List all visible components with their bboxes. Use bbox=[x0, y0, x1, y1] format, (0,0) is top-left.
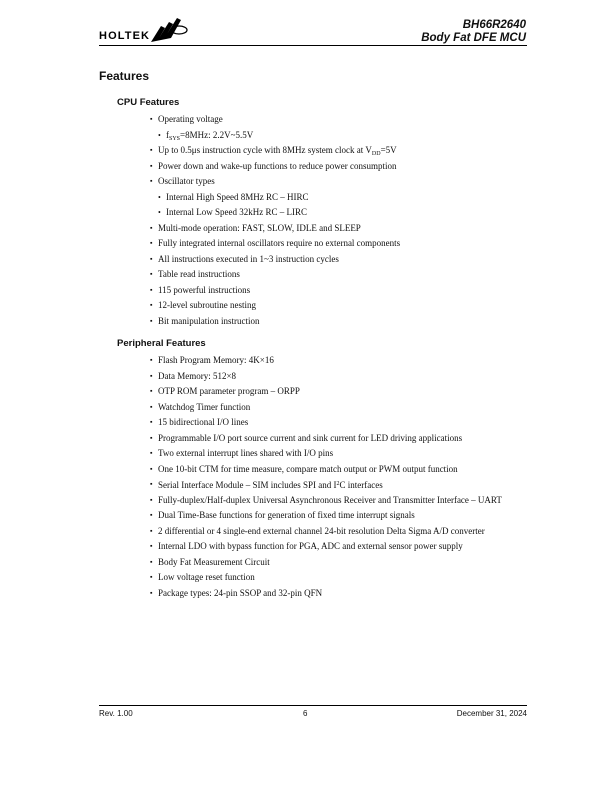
item-superscript: 2 bbox=[336, 481, 340, 487]
list-item bbox=[150, 316, 400, 332]
bullet-icon: ▪ bbox=[150, 526, 153, 535]
item-text: Multi-mode operation: FAST, SLOW, IDLE and SLEEP bbox=[158, 222, 361, 233]
item-text: Fully integrated internal oscillators require no external components bbox=[158, 238, 401, 248]
bullet-icon: • bbox=[158, 192, 161, 202]
bullet-icon: ▪ bbox=[150, 223, 153, 232]
item-text: Low voltage reset function bbox=[158, 572, 255, 582]
bullet-icon: ▪ bbox=[150, 177, 153, 185]
bullet-icon: ▪ bbox=[150, 402, 153, 411]
bullet-icon: ▪ bbox=[150, 449, 153, 457]
document-title bbox=[421, 19, 526, 44]
item-text: Serial Interface Module – SIM includes SPI and I bbox=[158, 480, 337, 490]
item-text: Internal LDO with bypass function for PGA, ADC and external sensor power supply bbox=[158, 541, 463, 551]
list-item bbox=[150, 448, 502, 464]
bullet-icon: ▪ bbox=[150, 588, 153, 597]
list-item bbox=[150, 254, 400, 270]
bullet-icon: ▪ bbox=[150, 433, 153, 442]
item-subscript: SYS bbox=[169, 135, 181, 142]
bullet-icon: ▪ bbox=[150, 557, 153, 566]
peripheral-features-list bbox=[150, 355, 502, 603]
bullet-icon: ▪ bbox=[150, 573, 153, 581]
footer-rule bbox=[99, 705, 527, 706]
list-item bbox=[150, 464, 502, 480]
list-item bbox=[150, 285, 400, 301]
cpu-features-list bbox=[150, 114, 400, 331]
sub-list-item bbox=[158, 130, 400, 146]
bullet-icon: ▪ bbox=[150, 239, 153, 247]
item-text: Data Memory: 512×8 bbox=[158, 370, 237, 381]
item-text: Table read instructions bbox=[158, 269, 240, 279]
item-text: Oscillator types bbox=[158, 176, 215, 186]
list-item bbox=[150, 114, 400, 130]
bullet-icon: ▪ bbox=[150, 495, 153, 504]
list-item bbox=[150, 386, 502, 402]
list-item bbox=[150, 223, 400, 239]
list-item bbox=[150, 145, 400, 161]
bullet-icon: ▪ bbox=[150, 387, 153, 395]
item-text: f bbox=[166, 129, 169, 140]
list-item bbox=[150, 510, 502, 526]
bullet-icon: ▪ bbox=[150, 316, 153, 325]
bullet-icon: ▪ bbox=[150, 161, 153, 170]
item-text: Two external interrupt lines shared with I/O pins bbox=[158, 448, 334, 458]
item-text: =8MHz: 2.2V~5.5V bbox=[180, 129, 254, 140]
item-text: =5V bbox=[380, 145, 397, 155]
revision: Rev. 1.00 bbox=[99, 709, 133, 718]
logo-text: HOLTEK bbox=[99, 30, 149, 42]
item-text: Operating voltage bbox=[158, 114, 223, 124]
bullet-icon: ▪ bbox=[150, 418, 153, 426]
sub-list-item bbox=[158, 207, 400, 223]
list-item bbox=[150, 557, 502, 573]
cpu-features-heading: CPU Features bbox=[117, 97, 180, 108]
list-item bbox=[150, 526, 502, 542]
page-heading: Features bbox=[99, 69, 150, 83]
bullet-icon: ▪ bbox=[150, 464, 153, 473]
item-text: Body Fat Measurement Circuit bbox=[158, 556, 270, 567]
list-item bbox=[150, 371, 502, 387]
item-text: Up to 0.5μs instruction cycle with 8MHz system clock at V bbox=[158, 145, 372, 155]
list-item bbox=[150, 572, 502, 588]
list-item bbox=[150, 269, 400, 285]
list-item bbox=[150, 176, 400, 192]
item-text: Package types: 24-pin SSOP and 32-pin QFN bbox=[158, 587, 323, 598]
list-item bbox=[150, 300, 400, 316]
list-item bbox=[150, 402, 502, 418]
bullet-icon: ▪ bbox=[150, 254, 153, 263]
header-rule bbox=[99, 45, 527, 46]
item-text: Programmable I/O port source current and sink current for LED driving applications bbox=[158, 432, 463, 443]
list-item bbox=[150, 433, 502, 449]
item-text: All instructions executed in 1~3 instruction cycles bbox=[158, 253, 339, 264]
bullet-icon: ▪ bbox=[150, 285, 153, 294]
item-text: Internal High Speed 8MHz RC – HIRC bbox=[166, 191, 309, 202]
item-text: Watchdog Timer function bbox=[158, 401, 251, 412]
list-item bbox=[150, 238, 400, 254]
bullet-icon: ▪ bbox=[150, 511, 153, 519]
sub-list-item bbox=[158, 192, 400, 208]
bullet-icon: • bbox=[158, 130, 161, 140]
bullet-icon: ▪ bbox=[150, 301, 153, 309]
item-text: OTP ROM parameter program – ORPP bbox=[158, 386, 300, 396]
item-text: C interfaces bbox=[339, 480, 383, 490]
list-item bbox=[150, 355, 502, 371]
list-item bbox=[150, 588, 502, 604]
bullet-icon: ▪ bbox=[150, 146, 153, 154]
item-text: Fully-duplex/Half-duplex Universal Asynchronous Receiver and Transmitter Interface – UART bbox=[158, 494, 502, 505]
bullet-icon: ▪ bbox=[150, 542, 153, 550]
item-text: Dual Time-Base functions for generation of fixed time interrupt signals bbox=[158, 510, 415, 520]
document-subtitle: Body Fat DFE MCU bbox=[421, 31, 526, 44]
list-item bbox=[150, 417, 502, 433]
date: December 31, 2024 bbox=[456, 709, 527, 718]
item-text: 2 differential or 4 single-end external channel 24-bit resolution Delta Sigma A/D converter bbox=[158, 525, 485, 536]
item-text: Bit manipulation instruction bbox=[158, 315, 260, 326]
list-item bbox=[150, 161, 400, 177]
bullet-icon: ▪ bbox=[150, 356, 153, 364]
bullet-icon: ▪ bbox=[150, 480, 153, 488]
bullet-icon: • bbox=[158, 208, 161, 217]
item-text: 115 powerful instructions bbox=[158, 284, 251, 295]
peripheral-features-heading: Peripheral Features bbox=[117, 338, 206, 349]
item-text: 15 bidirectional I/O lines bbox=[158, 417, 249, 427]
item-text: Power down and wake-up functions to reduce power consumption bbox=[158, 160, 397, 171]
bullet-icon: ▪ bbox=[150, 115, 153, 123]
list-item bbox=[150, 479, 502, 495]
item-text: Flash Program Memory: 4K×16 bbox=[158, 355, 274, 365]
item-text: One 10-bit CTM for time measure, compare match output or PWM output function bbox=[158, 463, 458, 474]
item-text: 12-level subroutine nesting bbox=[158, 300, 256, 310]
part-number: BH66R2640 bbox=[462, 19, 526, 31]
holtek-logo bbox=[99, 14, 191, 44]
page-number: 6 bbox=[303, 709, 308, 718]
item-text: Internal Low Speed 32kHz RC – LIRC bbox=[166, 207, 307, 217]
bullet-icon: ▪ bbox=[150, 270, 153, 278]
list-item bbox=[150, 495, 502, 511]
list-item bbox=[150, 541, 502, 557]
bullet-icon: ▪ bbox=[150, 371, 153, 380]
item-subscript: DD bbox=[371, 151, 381, 157]
